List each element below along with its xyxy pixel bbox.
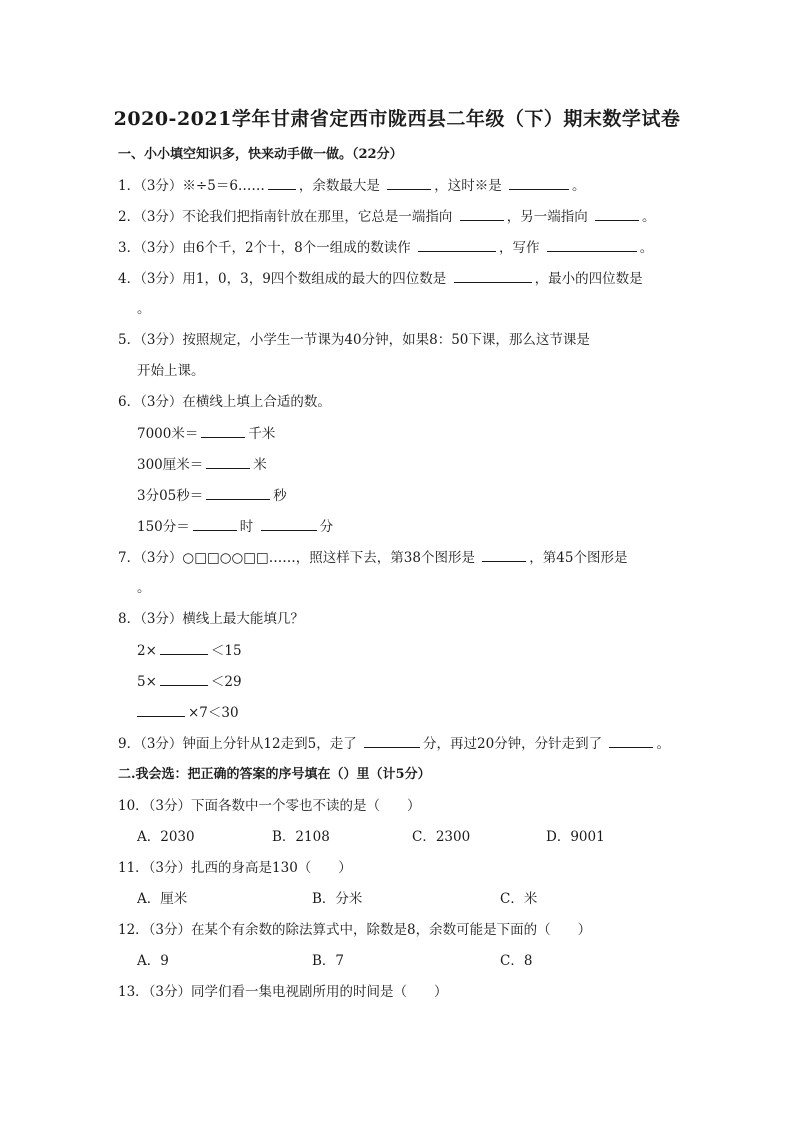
answer-blank[interactable] — [364, 734, 420, 748]
answer-blank[interactable] — [193, 517, 237, 531]
answer-blank[interactable] — [454, 269, 532, 283]
option-d[interactable]: D．9001 — [546, 829, 605, 845]
answer-blank[interactable] — [201, 424, 245, 438]
question-11: 11．（3分）扎西的身高是130（ ） — [118, 860, 352, 876]
question-7-cont: 。 — [137, 580, 151, 596]
question-6-row-2: 300厘米＝ 米 — [137, 457, 267, 473]
answer-blank[interactable] — [137, 703, 185, 717]
question-6-row-1: 7000米＝ 千米 — [137, 426, 276, 442]
question-2: 2．（3分）不论我们把指南针放在那里，它总是一端指向 ，另一端指向 。 — [118, 209, 656, 225]
question-6-row-3: 3分05秒＝ 秒 — [137, 488, 287, 504]
option-a[interactable]: A．厘米 — [137, 891, 188, 907]
question-7: 7．（3分）○□□○○□□……，照这样下去，第38个图形是 ，第45个图形是 — [118, 550, 628, 566]
question-8-row-3: ×7＜30 — [137, 703, 239, 722]
option-a[interactable]: A．9 — [137, 953, 169, 969]
answer-blank[interactable] — [609, 734, 653, 748]
answer-blank[interactable] — [460, 207, 504, 221]
option-b[interactable]: B．分米 — [312, 891, 363, 907]
answer-blank[interactable] — [268, 176, 296, 190]
section-2-heading: 二.我会选：把正确的答案的序号填在（）里（计5分） — [118, 767, 431, 782]
question-9: 9．（3分）钟面上分针从12走到5，走了 分，再过20分钟，分针走到了 。 — [118, 736, 670, 752]
answer-blank[interactable] — [206, 455, 250, 469]
answer-blank[interactable] — [261, 517, 317, 531]
option-b[interactable]: B．7 — [312, 953, 345, 969]
option-c[interactable]: C．2300 — [412, 829, 471, 845]
question-5-cont: 开始上课。 — [137, 363, 205, 379]
answer-blank[interactable] — [418, 238, 496, 252]
question-6: 6．（3分）在横线上填上合适的数。 — [118, 394, 331, 410]
question-6-row-4: 150分＝ 时 分 — [137, 519, 334, 535]
page-title: 2020-2021学年甘肃省定西市陇西县二年级（下）期末数学试卷 — [113, 108, 681, 130]
question-1: 1．（3分）※÷5＝6…… ，余数最大是 ，这时※是 。 — [118, 178, 586, 194]
question-12: 12．（3分）在某个有余数的除法算式中，除数是8，余数可能是下面的（ ） — [118, 922, 592, 938]
answer-blank[interactable] — [482, 548, 526, 562]
question-8: 8．（3分）横线上最大能填几？ — [118, 611, 304, 627]
question-4: 4．（3分）用1，0，3，9四个数组成的最大的四位数是 ，最小的四位数是 — [118, 271, 643, 287]
answer-blank[interactable] — [160, 641, 208, 655]
question-8-row-1: 2× ＜15 — [137, 643, 242, 659]
question-10: 10．（3分）下面各数中一个零也不读的是（ ） — [118, 798, 421, 814]
question-3: 3．（3分）由6个千，2个十，8个一组成的数读作 ，写作 。 — [118, 240, 654, 256]
section-1-heading: 一、小小填空知识多，快来动手做一做。（22分） — [118, 147, 403, 162]
answer-blank[interactable] — [387, 176, 431, 190]
option-b[interactable]: B．2108 — [272, 829, 330, 845]
option-c[interactable]: C．米 — [500, 891, 538, 907]
question-4-cont: 。 — [137, 301, 151, 317]
question-5: 5．（3分）按照规定，小学生一节课为40分钟，如果8：50下课，那么这节课是 — [118, 332, 590, 348]
answer-blank[interactable] — [509, 176, 569, 190]
answer-blank[interactable] — [595, 207, 639, 221]
option-a[interactable]: A．2030 — [137, 829, 195, 845]
answer-blank[interactable] — [160, 672, 208, 686]
answer-blank[interactable] — [547, 238, 637, 252]
option-c[interactable]: C．8 — [500, 953, 533, 969]
question-13: 13．（3分）同学们看一集电视剧所用的时间是（ ） — [118, 984, 448, 1000]
answer-blank[interactable] — [206, 486, 270, 500]
question-8-row-2: 5× ＜29 — [137, 674, 242, 690]
